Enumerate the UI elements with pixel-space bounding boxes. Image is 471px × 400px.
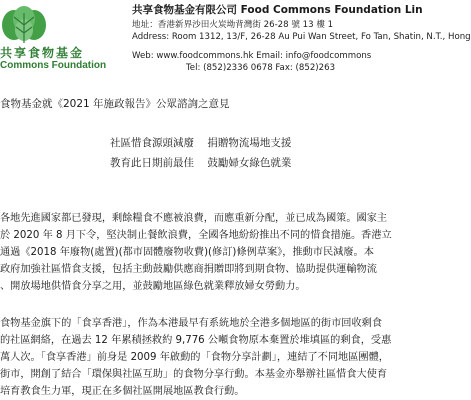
body-line: 的社區網絡，在過去 12 年累積拯救約 9,776 公噸食物原本棄置於堆填區的剩食，受惠 — [0, 335, 392, 346]
cabbage-leaves — [2, 6, 46, 43]
logo-english-name: Commons Foundation — [0, 60, 107, 71]
cabbage-logo-icon — [0, 3, 48, 49]
org-name: 共享食物基金有限公司 Food Commons Foundation Lin — [132, 4, 423, 16]
body-paragraph-1 — [0, 210, 420, 295]
org-header — [132, 2, 471, 74]
body-line: 各地先進國家都已發現，剩餘糧食不應被浪費，而應重新分配，並已成為國策。國家主 — [0, 213, 388, 224]
document-title: 食物基金就《2021 年施政報告》公眾諮詢之意見 — [0, 98, 230, 110]
org-address-zh: 地址：香港新界沙田火炭坳背灣街 26-28 號 13 樓 1 — [132, 20, 334, 30]
body-line: 於 2020 年 8 月下令，堅決制止餐飲浪費，全國各地紛紛推出不同的惜食措施。香港立 — [0, 230, 392, 241]
logo-chinese-name: 共享食物基金 — [0, 46, 85, 60]
subtitle-block — [110, 133, 291, 173]
body-line: 街市，開創了結合「環保與社區互助」的食物分享行動。本基金亦舉辦社區惜食大使育 — [0, 369, 388, 380]
logo — [0, 0, 110, 70]
body-line: 通過《2018 年廢物(處置)(都市固體廢物收費)(修訂)條例草案》，推動市民減廢。本 — [0, 247, 374, 258]
subtitle-line: 社區惜食源頭減廢 捐贈物流場地支援 — [110, 137, 292, 149]
body-line: 、開放場地供惜食分享之用，並鼓勵地區綠色就業釋放婦女勞動力。 — [0, 281, 306, 292]
body-line: 政府加強社區惜食支援，包括主動鼓勵供應商捐贈即將到期食物、協助提供運輸物流 — [0, 264, 377, 275]
org-tel-fax: Tel: (852)2336 0678 Fax: (852)263 — [186, 62, 336, 73]
body-line: 培育教食生力軍，現正在多個社區開展地區教食行動。 — [0, 386, 245, 397]
org-address-en: Address: Room 1312, 13/F, 26-28 Au Pui Wan Street, Fo Tan, Shatin, N.T., Hong — [132, 31, 471, 42]
body-paragraph-2 — [0, 315, 420, 400]
body-line: 食物基金旗下的「食享香港」，作為本港最早有系統地於全港多個地區的街市回收剩食 — [0, 318, 383, 329]
org-web-email: Web: www.foodcommons.hk Email: info@foodcommons — [132, 51, 372, 61]
subtitle-line: 教育此日期前最佳 鼓勵婦女綠色就業 — [110, 157, 292, 169]
body-line: 萬人次。「食享香港」前身是 2009 年啟動的「食物分享計劃」，連結了不同地區團體， — [0, 352, 389, 363]
